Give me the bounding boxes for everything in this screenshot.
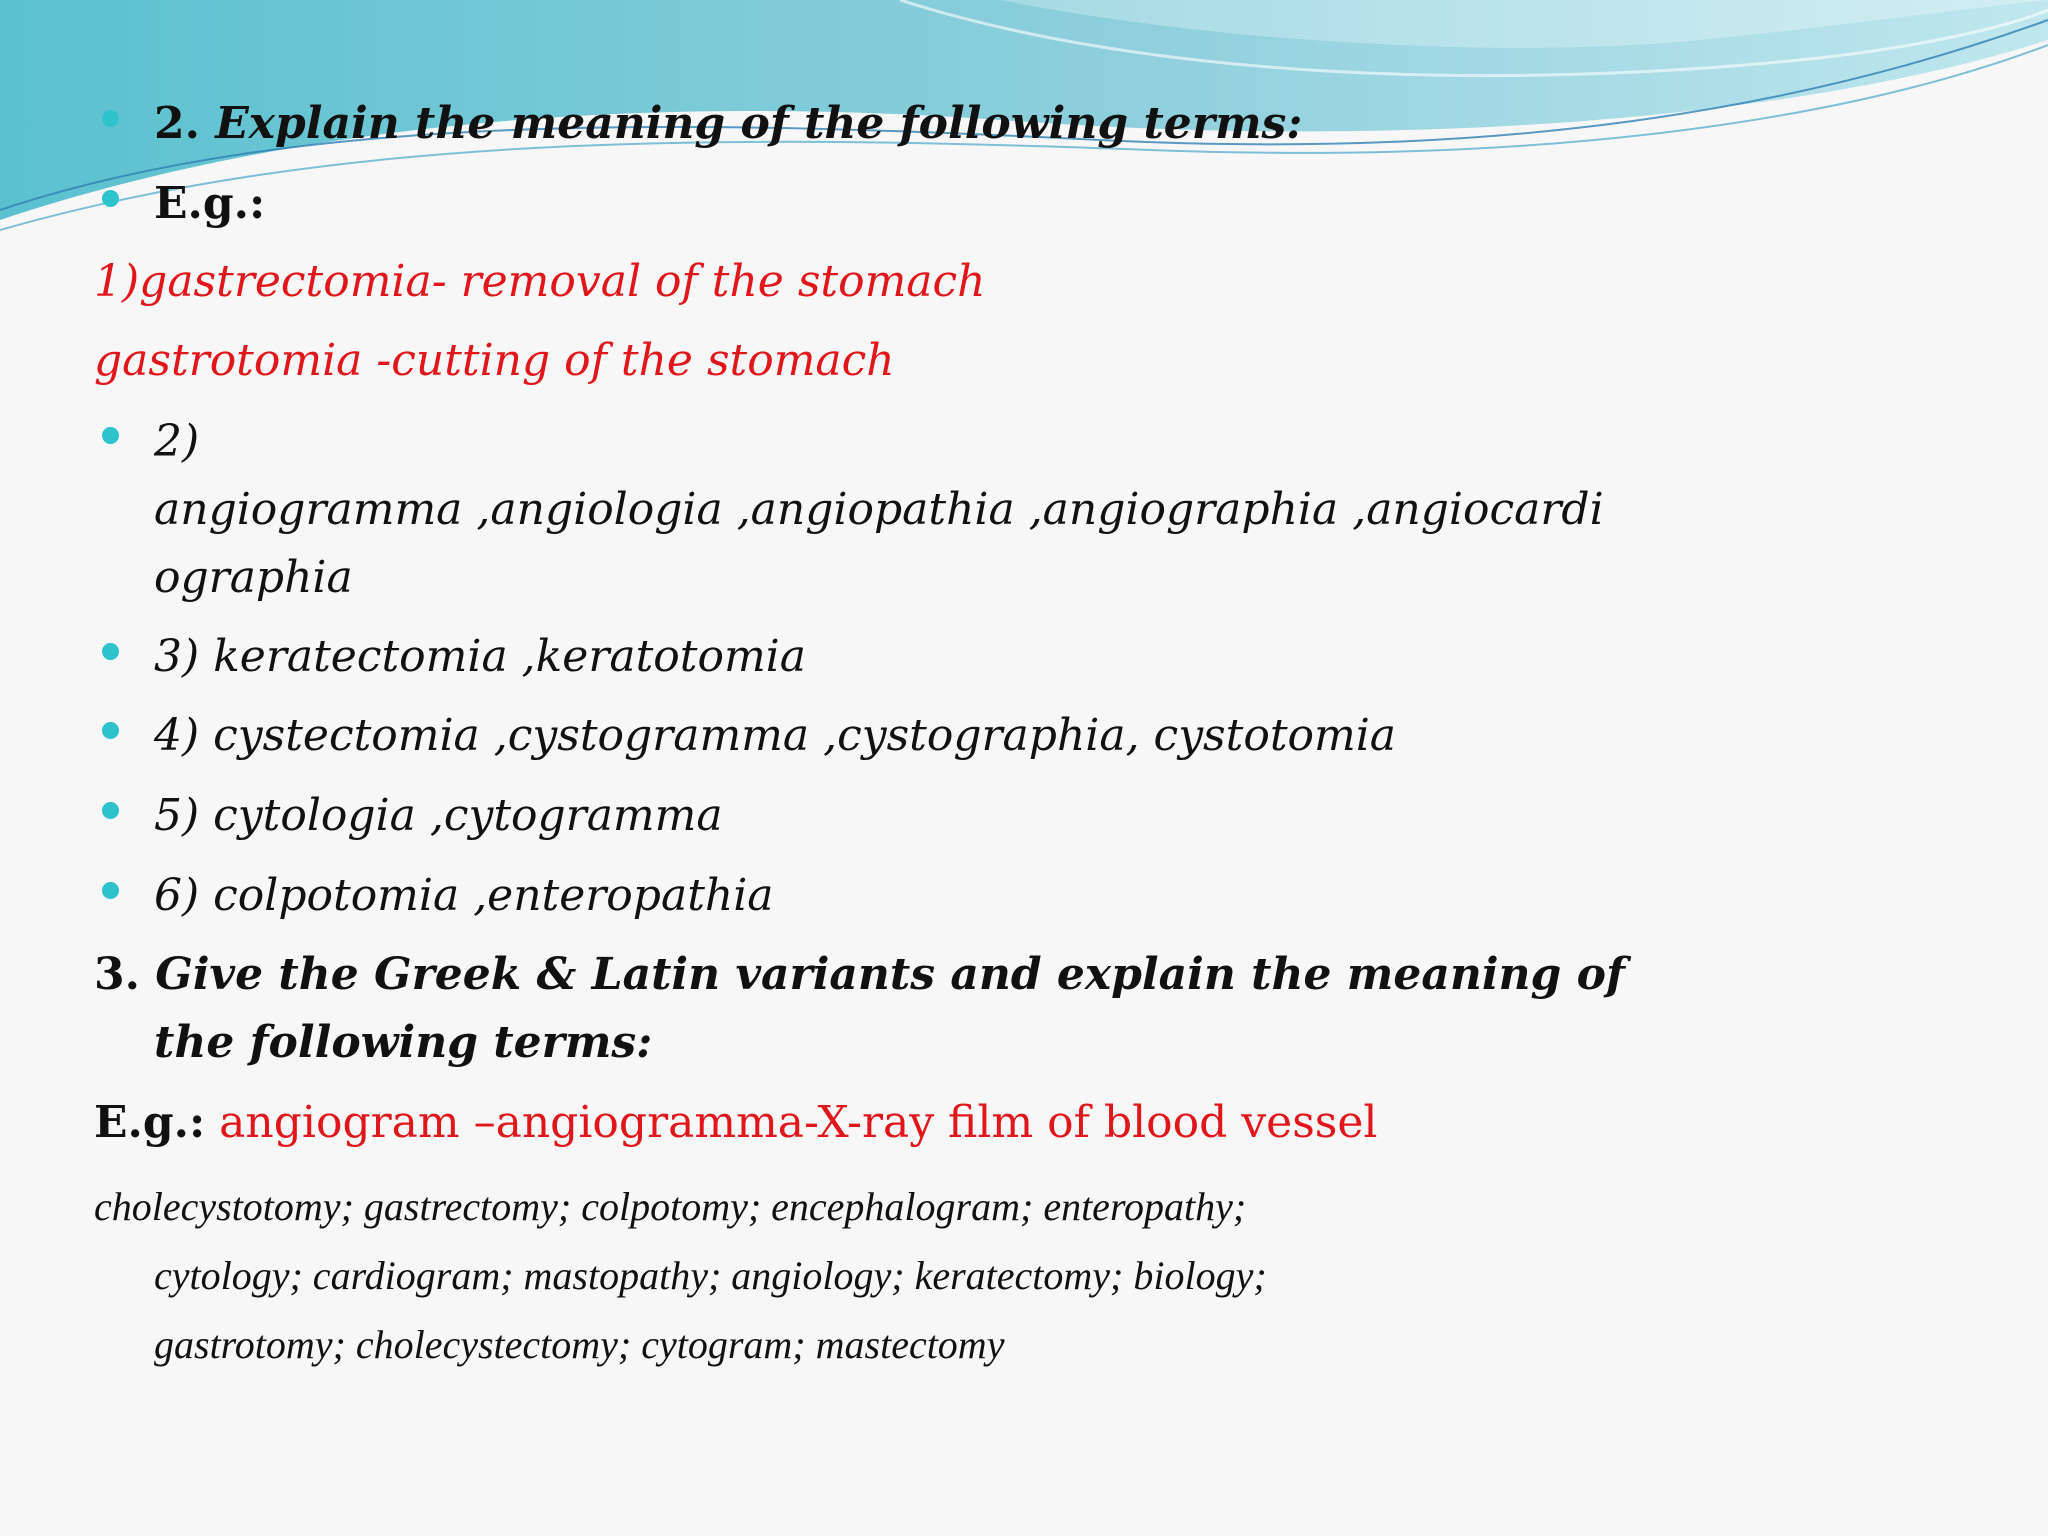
section3-heading-line-1 bbox=[94, 945, 1625, 1005]
bullet-icon bbox=[102, 110, 119, 127]
item-5: 5) cytologia ,cytogramma bbox=[154, 790, 723, 841]
terms-line-2: cytology; cardiogram; mastopathy; angiology; keratectomy; biology; bbox=[154, 1253, 1267, 1298]
bullet-icon bbox=[102, 722, 119, 739]
bullet-icon bbox=[102, 882, 119, 899]
bullet-icon bbox=[102, 427, 119, 444]
item-2-line-1: 2) bbox=[154, 416, 200, 467]
bullet-icon bbox=[102, 802, 119, 819]
bullet-icon bbox=[102, 190, 119, 207]
item-2-line-3: ographia bbox=[154, 552, 353, 603]
item-2-line-2: angiogramma ,angiologia ,angiopathia ,angiographia ,angiocardi bbox=[154, 484, 1604, 535]
section3-eg-label: E.g.: bbox=[94, 1097, 206, 1148]
section3-eg-example: angiogram –angiogramma-X-ray film of blood vessel bbox=[205, 1097, 1378, 1148]
section3-heading-text: Give the Greek & Latin variants and explain the meaning of bbox=[139, 949, 1625, 1000]
section3-example bbox=[94, 1093, 1377, 1153]
example-line-1: 1)gastrectomia- removal of the stomach bbox=[94, 256, 986, 307]
bullet-icon bbox=[102, 643, 119, 660]
item-4: 4) cystectomia ,cystogramma ,cystographia, cystotomia bbox=[154, 710, 1397, 761]
section3-heading-line-2: the following terms: bbox=[154, 1017, 653, 1068]
item-6: 6) colpotomia ,enteropathia bbox=[154, 870, 774, 921]
section2-eg-label: E.g.: bbox=[154, 178, 266, 229]
section3-number: 3. bbox=[94, 949, 140, 1000]
section2-number: 2. bbox=[154, 98, 200, 149]
item-3: 3) keratectomia ,keratotomia bbox=[154, 631, 806, 682]
section2-heading-text: Explain the meaning of the following terms: bbox=[199, 98, 1303, 149]
section2-heading bbox=[154, 94, 1303, 154]
example-line-2: gastrotomia -cutting of the stomach bbox=[94, 335, 895, 386]
terms-line-3: gastrotomy; cholecystectomy; cytogram; mastectomy bbox=[154, 1322, 1005, 1367]
terms-line-1: cholecystotomy; gastrectomy; colpotomy; encephalogram; enteropathy; bbox=[94, 1184, 1247, 1229]
